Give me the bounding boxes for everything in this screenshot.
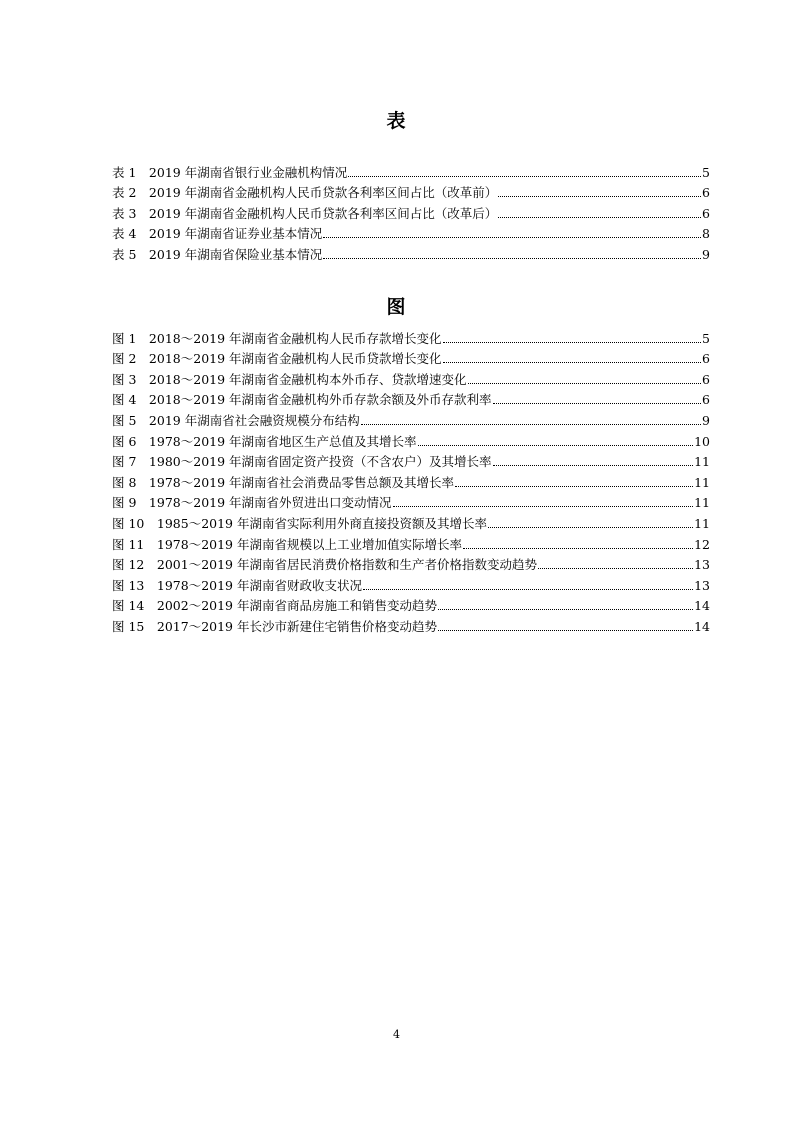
toc-entry-page: 13 <box>694 577 710 593</box>
dot-leader <box>498 196 701 197</box>
figure-toc-entry[interactable] <box>112 531 710 552</box>
toc-entry-page: 6 <box>702 185 710 201</box>
toc-entry-page: 14 <box>694 598 710 614</box>
figures-section-title: 图 <box>386 296 407 318</box>
page-number: 4 <box>393 1028 400 1041</box>
dot-leader <box>393 506 694 507</box>
tables-toc-list <box>112 159 710 262</box>
toc-entry-label: 图 10 1985～2019 年湖南省实际利用外商直接投资额及其增长率 <box>112 515 487 531</box>
figure-toc-entry[interactable] <box>112 449 710 470</box>
toc-entry-label: 图 4 2018～2019 年湖南省金融机构外币存款余额及外币存款利率 <box>112 392 492 408</box>
figure-toc-entry[interactable] <box>112 552 710 573</box>
dot-leader <box>488 527 693 528</box>
toc-entry-label: 图 13 1978～2019 年湖南省财政收支状况 <box>112 577 362 593</box>
table-toc-entry[interactable] <box>112 180 710 201</box>
dot-leader <box>418 445 694 446</box>
toc-entry-label: 图 5 2019 年湖南省社会融资规模分布结构 <box>112 412 360 428</box>
dot-leader <box>498 217 701 218</box>
toc-entry-page: 8 <box>702 226 710 242</box>
toc-entry-label: 表 1 2019 年湖南省银行业金融机构情况 <box>112 164 348 180</box>
dot-leader <box>443 362 702 363</box>
figure-toc-entry[interactable] <box>112 346 710 367</box>
toc-entry-page: 10 <box>694 433 710 449</box>
figure-toc-entry[interactable] <box>112 325 710 346</box>
figure-toc-entry[interactable] <box>112 469 710 490</box>
figure-toc-entry[interactable] <box>112 407 710 428</box>
dot-leader <box>323 237 701 238</box>
table-toc-entry[interactable] <box>112 221 710 242</box>
toc-entry-page: 14 <box>694 618 710 634</box>
toc-entry-page: 6 <box>702 205 710 221</box>
tables-section-title: 表 <box>386 110 407 132</box>
dot-leader <box>363 589 693 590</box>
dot-leader <box>538 568 693 569</box>
toc-entry-page: 6 <box>702 392 710 408</box>
dot-leader <box>468 383 702 384</box>
dot-leader <box>455 486 693 487</box>
toc-entry-label: 表 4 2019 年湖南省证券业基本情况 <box>112 226 323 242</box>
figure-toc-entry[interactable] <box>112 366 710 387</box>
toc-entry-label: 表 3 2019 年湖南省金融机构人民币贷款各利率区间占比（改革后） <box>112 205 498 221</box>
toc-entry-page: 9 <box>702 246 710 262</box>
toc-entry-label: 图 15 2017～2019 年长沙市新建住宅销售价格变动趋势 <box>112 618 437 634</box>
toc-entry-page: 6 <box>702 351 710 367</box>
dot-leader <box>323 258 701 259</box>
dot-leader <box>348 176 701 177</box>
toc-entry-label: 图 14 2002～2019 年湖南省商品房施工和销售变动趋势 <box>112 598 437 614</box>
toc-entry-page: 12 <box>694 536 710 552</box>
toc-entry-label: 图 8 1978～2019 年湖南省社会消费品零售总额及其增长率 <box>112 474 455 490</box>
figure-toc-entry[interactable] <box>112 490 710 511</box>
toc-entry-label: 表 5 2019 年湖南省保险业基本情况 <box>112 246 323 262</box>
toc-entry-page: 11 <box>694 474 710 490</box>
figures-toc-list <box>112 325 710 634</box>
toc-entry-page: 6 <box>702 371 710 387</box>
figure-toc-entry[interactable] <box>112 510 710 531</box>
figure-toc-entry[interactable] <box>112 428 710 449</box>
toc-entry-label: 图 12 2001～2019 年湖南省居民消费价格指数和生产者价格指数变动趋势 <box>112 557 537 573</box>
toc-entry-label: 图 1 2018～2019 年湖南省金融机构人民币存款增长变化 <box>112 330 442 346</box>
table-toc-entry[interactable] <box>112 241 710 262</box>
figure-toc-entry[interactable] <box>112 572 710 593</box>
toc-entry-page: 13 <box>694 557 710 573</box>
toc-entry-page: 11 <box>694 515 710 531</box>
toc-entry-label: 图 7 1980～2019 年湖南省固定资产投资（不含农户）及其增长率 <box>112 454 492 470</box>
toc-entry-label: 图 6 1978～2019 年湖南省地区生产总值及其增长率 <box>112 433 417 449</box>
toc-entry-page: 5 <box>702 164 710 180</box>
figure-toc-entry[interactable] <box>112 613 710 634</box>
dot-leader <box>443 342 702 343</box>
toc-entry-label: 表 2 2019 年湖南省金融机构人民币贷款各利率区间占比（改革前） <box>112 185 498 201</box>
figure-toc-entry[interactable] <box>112 593 710 614</box>
dot-leader <box>361 424 701 425</box>
dot-leader <box>493 465 694 466</box>
toc-entry-page: 11 <box>694 454 710 470</box>
figure-toc-entry[interactable] <box>112 387 710 408</box>
dot-leader <box>438 630 693 631</box>
dot-leader <box>438 609 693 610</box>
table-toc-entry[interactable] <box>112 159 710 180</box>
toc-entry-page: 9 <box>702 412 710 428</box>
dot-leader <box>463 548 693 549</box>
toc-entry-label: 图 11 1978～2019 年湖南省规模以上工业增加值实际增长率 <box>112 536 462 552</box>
toc-entry-label: 图 2 2018～2019 年湖南省金融机构人民币贷款增长变化 <box>112 351 442 367</box>
toc-entry-page: 11 <box>694 495 710 511</box>
toc-entry-page: 5 <box>702 330 710 346</box>
dot-leader <box>493 403 702 404</box>
table-toc-entry[interactable] <box>112 200 710 221</box>
toc-entry-label: 图 3 2018～2019 年湖南省金融机构本外币存、贷款增速变化 <box>112 371 467 387</box>
toc-entry-label: 图 9 1978～2019 年湖南省外贸进出口变动情况 <box>112 495 392 511</box>
